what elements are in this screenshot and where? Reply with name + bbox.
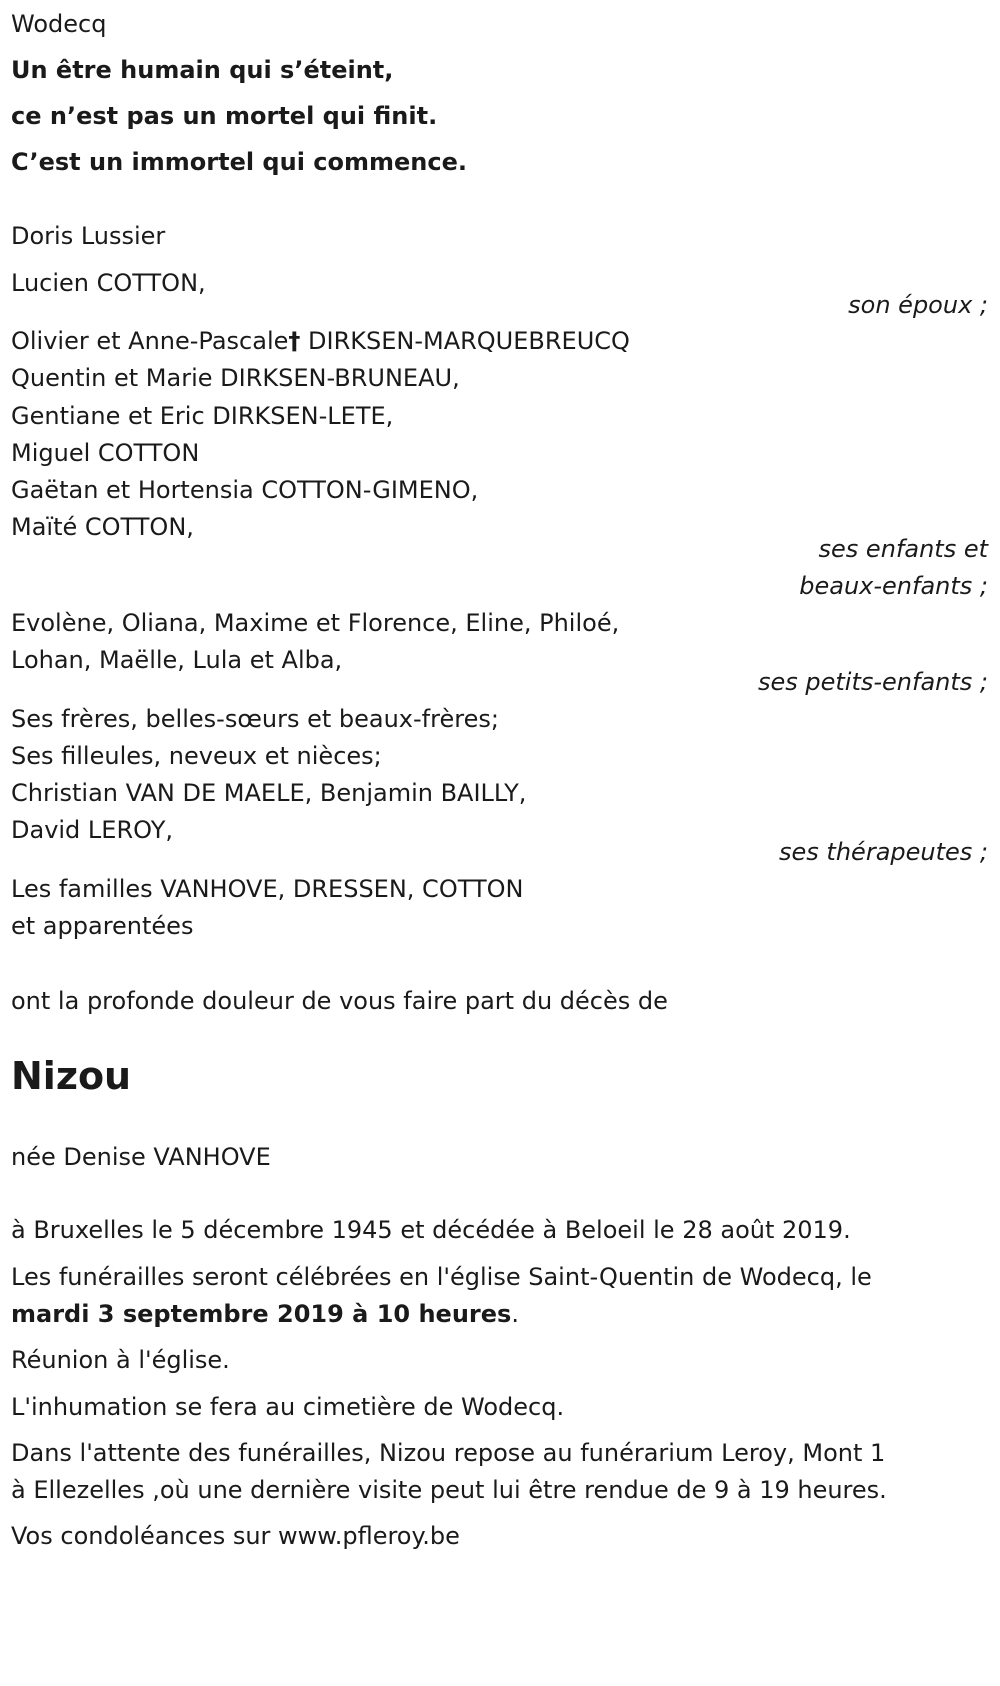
child-line-3: Gentiane et Eric DIRKSEN-LETE, [11, 402, 394, 430]
birth-death-line: à Bruxelles le 5 décembre 1945 et décédée à Beloeil le 28 août 2019. [11, 1216, 851, 1244]
families-line-1: Les familles VANHOVE, DRESSEN, COTTON [11, 875, 524, 903]
therapists-line-2: David LEROY, [11, 816, 173, 844]
quote-line-1: Un être humain qui s’éteint, [11, 56, 394, 84]
quote-line-2: ce n’est pas un mortel qui finit. [11, 102, 438, 130]
birth-name: née Denise VANHOVE [11, 1143, 271, 1171]
place-heading: Wodecq [11, 10, 107, 38]
grandchildren-line-2: Lohan, Maëlle, Lula et Alba, [11, 646, 343, 674]
child-line-4: Miguel COTTON [11, 439, 200, 467]
siblings-line: Ses frères, belles-sœurs et beaux-frères; [11, 705, 499, 733]
child-1-surname: DIRKSEN-MARQUEBREUCQ [300, 327, 630, 355]
deceased-name: Nizou [11, 1054, 132, 1098]
dagger-icon: † [288, 327, 301, 355]
funeral-date: mardi 3 septembre 2019 à 10 heures [11, 1300, 512, 1328]
spouse-role: son époux ; [848, 291, 988, 319]
families-line-2: et apparentées [11, 912, 194, 940]
funeral-line-2 [11, 1294, 519, 1334]
children-role-1: ses enfants et [818, 535, 988, 563]
visit-line-1: Dans l'attente des funérailles, Nizou repose au funérarium Leroy, Mont 1 [11, 1439, 886, 1467]
grandchildren-line-1: Evolène, Oliana, Maxime et Florence, Eline, Philoé, [11, 609, 620, 637]
visit-line-2: à Ellezelles ,où une dernière visite peut lui être rendue de 9 à 19 heures. [11, 1476, 887, 1504]
children-role-2: beaux-enfants ; [799, 572, 988, 600]
funeral-date-end: . [511, 1300, 519, 1328]
child-line-6: Maïté COTTON, [11, 513, 194, 541]
quote-line-3: C’est un immortel qui commence. [11, 148, 467, 176]
child-line-2: Quentin et Marie DIRKSEN-BRUNEAU, [11, 364, 460, 392]
spouse-name: Lucien COTTON, [11, 269, 206, 297]
meeting-line: Réunion à l'église. [11, 1346, 230, 1374]
quote-author: Doris Lussier [11, 222, 166, 250]
child-line-5: Gaëtan et Hortensia COTTON-GIMENO, [11, 476, 479, 504]
godchildren-line: Ses filleules, neveux et nièces; [11, 742, 382, 770]
condolences-line: Vos condoléances sur www.pfleroy.be [11, 1522, 460, 1550]
burial-line: L'inhumation se fera au cimetière de Wodecq. [11, 1393, 565, 1421]
therapists-line-1: Christian VAN DE MAELE, Benjamin BAILLY, [11, 779, 527, 807]
grandchildren-role: ses petits-enfants ; [757, 668, 988, 696]
child-line-1 [11, 321, 630, 361]
funeral-line-1: Les funérailles seront célébrées en l'église Saint-Quentin de Wodecq, le [11, 1263, 872, 1291]
announcement-text: ont la profonde douleur de vous faire part du décès de [11, 987, 668, 1015]
child-1-name: Olivier et Anne-Pascale [11, 327, 289, 355]
therapists-role: ses thérapeutes ; [779, 838, 988, 866]
